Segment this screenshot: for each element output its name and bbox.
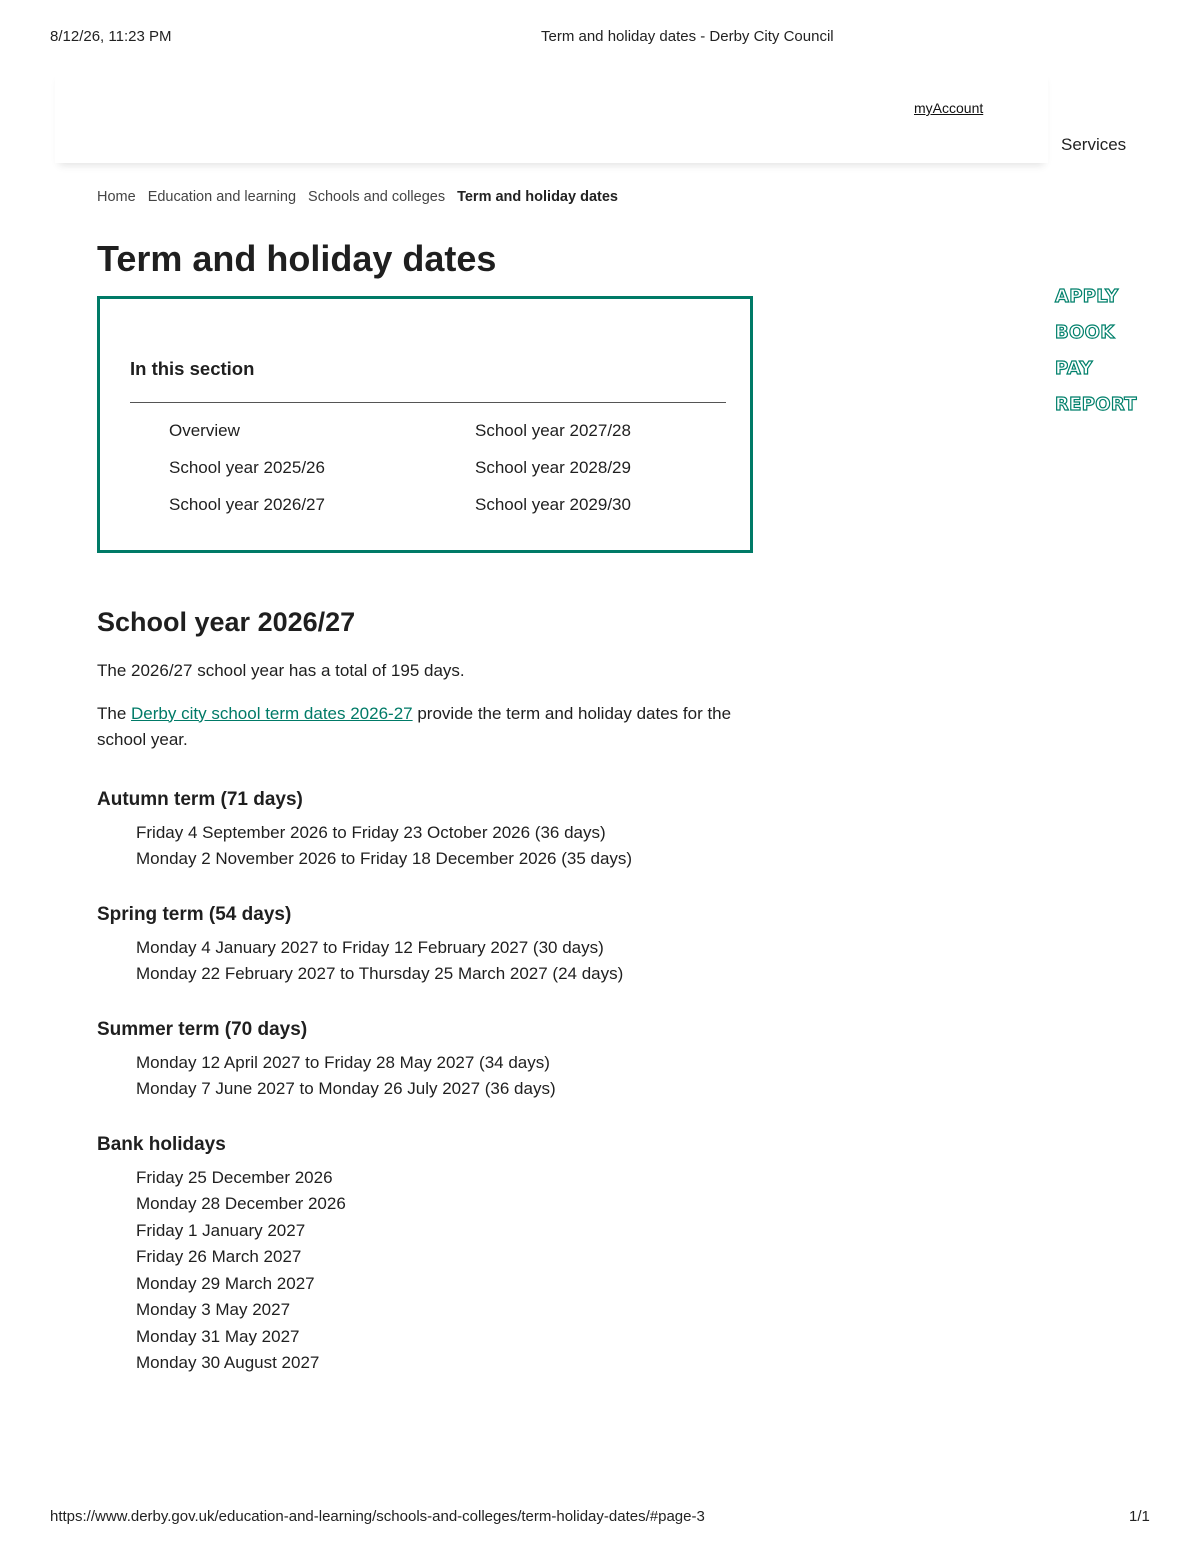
- list-item: Monday 2 November 2026 to Friday 18 December 2026 (35 days): [136, 849, 633, 868]
- total-days-text: The 2026/27 school year has a total of 195 days.: [97, 661, 465, 680]
- in-this-section-box: [97, 296, 753, 553]
- section-nav-item: [475, 495, 729, 532]
- term-date-list: [97, 1050, 777, 1103]
- section-link-2028-29[interactable]: School year 2028/29: [475, 458, 631, 477]
- list-item: Monday 28 December 2026: [136, 1194, 346, 1213]
- print-page-number: 1/1: [1129, 1508, 1150, 1525]
- breadcrumb-schools-and-colleges[interactable]: Schools and colleges: [308, 189, 446, 205]
- book-link[interactable]: BOOK: [1055, 322, 1115, 343]
- list-item: Monday 4 January 2027 to Friday 12 February 2027 (30 days): [136, 937, 604, 957]
- breadcrumb-education-and-learning[interactable]: Education and learning: [147, 189, 297, 205]
- term-date-list: [97, 935, 777, 988]
- breadcrumb: [97, 189, 618, 205]
- section-nav-item: [169, 495, 475, 532]
- list-item: Friday 1 January 2027: [136, 1220, 306, 1240]
- breadcrumb-home[interactable]: Home: [97, 189, 136, 205]
- print-url: https://www.derby.gov.uk/education-and-learning/schools-and-colleges/term-holiday-dates/#page-3: [50, 1508, 705, 1525]
- section-link-2027-28[interactable]: School year 2027/28: [475, 421, 631, 440]
- content-heading: School year 2026/27: [97, 607, 356, 637]
- section-nav-item: [169, 458, 475, 495]
- spring-term: [97, 901, 777, 988]
- holiday-date-list: [97, 1165, 777, 1377]
- list-item: Monday 3 May 2027: [136, 1300, 291, 1319]
- dates-intro: [97, 701, 777, 754]
- list-item: Friday 4 September 2026 to Friday 23 October 2026 (36 days): [136, 822, 606, 842]
- print-page-title: Term and holiday dates - Derby City Council: [541, 28, 834, 45]
- dates-intro-before: The: [97, 703, 132, 723]
- section-link-2025-26[interactable]: School year 2025/26: [169, 458, 325, 477]
- term-heading: Summer term (70 days): [97, 1018, 308, 1040]
- section-divider: [130, 402, 726, 403]
- dates-intro-after: provide the term and holiday dates for the school year.: [97, 703, 732, 749]
- site-header: [55, 70, 1048, 163]
- list-item: Monday 12 April 2027 to Friday 28 May 2027 (34 days): [136, 1052, 550, 1072]
- term-heading: Spring term (54 days): [97, 903, 292, 925]
- section-nav-item: [169, 421, 475, 458]
- list-item: Monday 22 February 2027 to Thursday 25 March 2027 (24 days): [136, 964, 624, 983]
- bank-holidays: [97, 1131, 777, 1377]
- term-heading: Bank holidays: [97, 1133, 226, 1155]
- term-dates-document-link[interactable]: Derby city school term dates 2026-27: [131, 703, 413, 723]
- autumn-term: [97, 786, 777, 873]
- main-content: [97, 604, 777, 1377]
- myaccount-link[interactable]: myAccount: [914, 100, 984, 116]
- list-item: Monday 31 May 2027: [136, 1326, 300, 1346]
- pay-link[interactable]: PAY: [1055, 358, 1093, 379]
- section-link-2029-30[interactable]: School year 2029/30: [475, 495, 631, 514]
- term-heading: Autumn term (71 days): [97, 788, 303, 810]
- services-menu-button[interactable]: Services: [1061, 135, 1127, 154]
- breadcrumb-current: Term and holiday dates: [457, 189, 618, 205]
- quick-links: [1055, 286, 1137, 430]
- print-datetime: 8/12/26, 11:23 PM: [50, 28, 172, 45]
- page-title: Term and holiday dates: [97, 238, 497, 279]
- list-item: Monday 29 March 2027: [136, 1273, 315, 1293]
- section-nav-list: [169, 421, 729, 532]
- apply-link[interactable]: APPLY: [1055, 286, 1119, 307]
- list-item: Friday 26 March 2027: [136, 1247, 302, 1266]
- term-date-list: [97, 820, 777, 873]
- section-nav-item: [475, 458, 729, 495]
- section-link-overview[interactable]: Overview: [169, 421, 240, 440]
- section-link-2026-27[interactable]: School year 2026/27: [169, 495, 325, 514]
- summer-term: [97, 1016, 777, 1103]
- section-nav-item: [475, 421, 729, 458]
- list-item: Monday 7 June 2027 to Monday 26 July 2027 (36 days): [136, 1079, 556, 1098]
- list-item: Monday 30 August 2027: [136, 1353, 320, 1372]
- list-item: Friday 25 December 2026: [136, 1167, 333, 1187]
- report-link[interactable]: REPORT: [1055, 394, 1137, 415]
- section-nav-heading: In this section: [130, 358, 255, 379]
